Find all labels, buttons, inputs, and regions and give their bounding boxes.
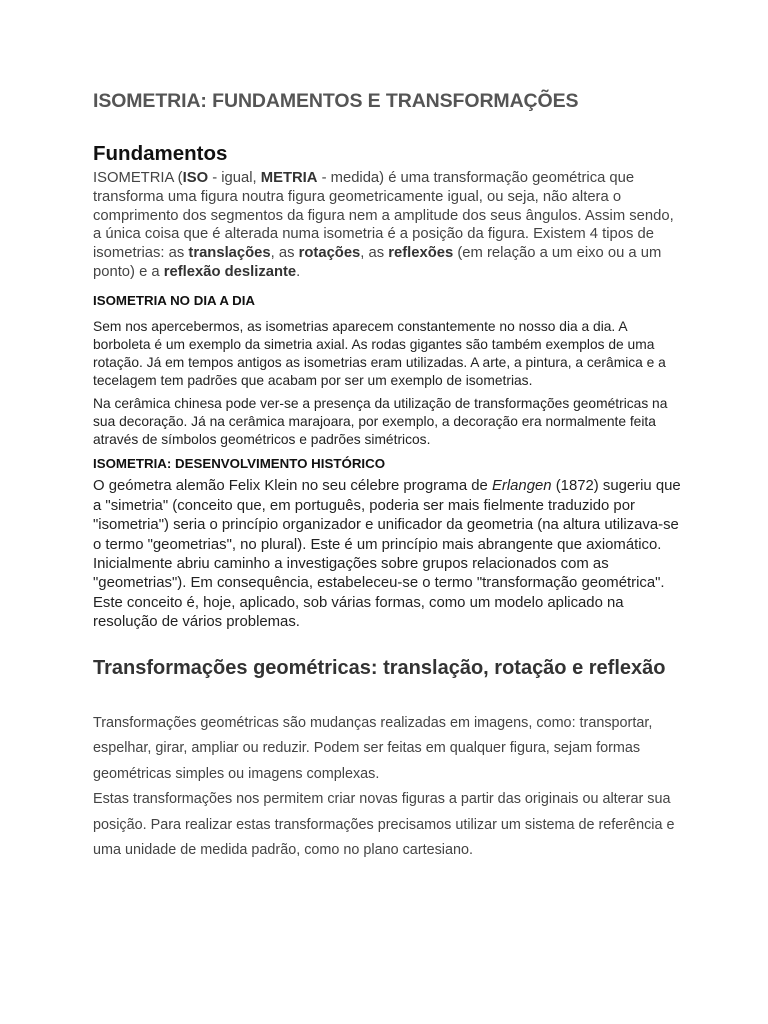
text-run: - medida) é uma transformação geométrica que transforma uma figura noutra figura geometricamente igual, ou seja, não altera o comprimento dos segmentos da figura nem a amplitude dos seus ângulos. Assim sendo, a única coisa que é alterada numa isometria é a posição da figura. Existem 4 tipos de isometrias: as [93, 170, 674, 262]
bold-term: reflexão deslizante [163, 263, 297, 280]
paragraph-fundamentos [93, 169, 683, 282]
bold-term: rotações [298, 245, 361, 262]
bold-term: ISO [182, 170, 209, 186]
text-run: Estas transformações nos permitem criar novas figuras a partir das originais ou alterar sua posição. Para realizar estas transformações precisamos utilizar um sistema de referência e uma unidade de medida padrão, como no plano cartesiano. [93, 791, 675, 859]
text-run: (1872) sugeriu que a "simetria" (conceito que, em português, poderia ser mais fielmente traduzido por "isometria") seria o princípio organizador e unificador da geometria (na altura utilizava-se o termo "geometrias", no plural). Este é um princípio mais abrangente que axiomático. Inicialmente abriu caminho a investigações sobre grupos relacionados com as "geometrias"). Em consequência, estabeleceu-se o termo "transformação geométrica". Este conceito é, hoje, aplicado, sob várias formas, como um modelo aplicado na resolução de vários problemas. [93, 478, 681, 631]
italic-term: Erlangen [491, 478, 552, 495]
heading-dia-a-dia: ISOMETRIA NO DIA A DIA [93, 292, 256, 308]
text-run: Transformações geométricas são mudanças realizadas em imagens, como: transportar, espelhar, girar, ampliar ou reduzir. Podem ser feitas em qualquer figura, sejam formas geométricas simples ou imagens complexas. [93, 714, 653, 782]
bold-term: translações [188, 245, 271, 262]
text-run: . [296, 263, 301, 280]
paragraph-historico [93, 477, 683, 632]
heading-historico: ISOMETRIA: DESENVOLVIMENTO HISTÓRICO [93, 456, 386, 472]
text-run: O geómetra alemão Felix Klein no seu célebre programa de [93, 478, 492, 495]
heading-transformacoes: Transformações geométricas: translação, rotação e reflexão [93, 656, 666, 679]
paragraph-dia-a-dia-2: Na cerâmica chinesa pode ver-se a presença da utilização de transformações geométricas na sua decoração. Já na cerâmica marajoara, por exemplo, a decoração era normalmente feita através de símbolos geométricos e padrões simétricos. [93, 396, 668, 448]
bold-term: reflexões [388, 245, 454, 262]
heading-fundamentos: Fundamentos [93, 142, 228, 165]
text-run: , as [270, 245, 299, 262]
text-run: - igual, [208, 170, 261, 186]
paragraph-transformacoes [93, 711, 683, 864]
bold-term: METRIA [260, 170, 318, 186]
document-title: ISOMETRIA: FUNDAMENTOS E TRANSFORMAÇÕES [93, 90, 579, 112]
text-run: (em relação a um eixo ou a um ponto) e a [93, 245, 662, 280]
text-run: ISOMETRIA ( [93, 170, 183, 186]
text-run: , as [360, 245, 389, 262]
paragraph-dia-a-dia-1: Sem nos apercebermos, as isometrias aparecem constantemente no nosso dia a dia. A borboleta é um exemplo da simetria axial. As rodas gigantes são também exemplos de uma rotação. Já em tempos antigos as isometrias eram utilizadas. A arte, a pintura, a cerâmica e a tecelagem tem padrões que acabam por ser um exemplo de isometrias. [93, 318, 666, 389]
document-page [93, 88, 683, 864]
